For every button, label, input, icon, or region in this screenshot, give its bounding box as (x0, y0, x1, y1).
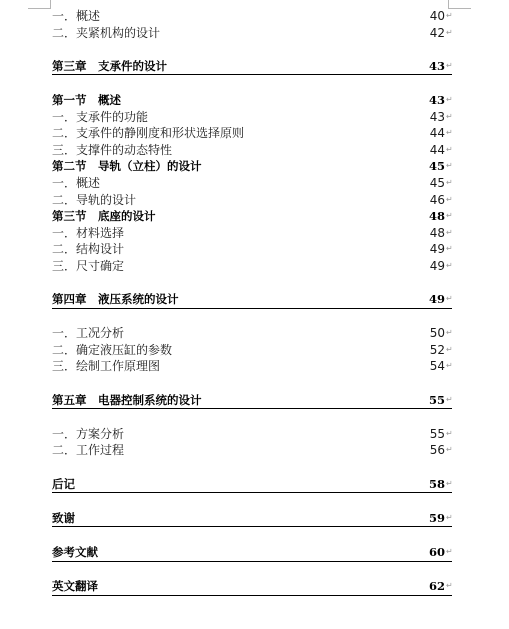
toc-chapter-row[interactable] (52, 510, 452, 528)
toc-item-row[interactable] (52, 125, 452, 142)
toc-item-row[interactable] (52, 442, 452, 459)
toc-entry-title: 致谢 (52, 510, 75, 525)
toc-section-row[interactable] (52, 158, 452, 175)
paragraph-mark-icon: ↵ (446, 260, 453, 270)
toc-entry-title: 二．夹紧机构的设计 (52, 25, 161, 40)
toc-item-row[interactable] (52, 241, 452, 258)
toc-spacer (52, 409, 452, 426)
toc-spacer (52, 309, 452, 326)
paragraph-mark-icon: ↵ (446, 11, 453, 20)
toc-page-number: 44 (429, 126, 445, 141)
toc-section-row[interactable] (52, 92, 452, 109)
toc-entry-title: 一．材料选择 (52, 225, 125, 240)
toc-page-number: 44 (429, 142, 445, 157)
paragraph-mark-icon: ↵ (446, 128, 453, 138)
toc-item-row[interactable] (52, 142, 452, 159)
toc-entry-title: 三．绘制工作原理图 (52, 359, 161, 374)
toc-entry-title: 二．结构设计 (52, 242, 125, 257)
toc-item-row[interactable] (52, 25, 452, 42)
table-of-contents (52, 8, 452, 596)
paragraph-mark-icon: ↵ (446, 211, 453, 221)
paragraph-mark-icon: ↵ (446, 547, 453, 556)
toc-page-number: 56 (429, 443, 445, 458)
toc-entry-title: 一．方案分析 (52, 426, 125, 441)
paragraph-mark-icon: ↵ (446, 94, 453, 104)
paragraph-mark-icon: ↵ (446, 361, 453, 371)
toc-spacer (52, 527, 452, 544)
paragraph-mark-icon: ↵ (446, 344, 453, 354)
toc-entry-title: 一．概述 (52, 175, 101, 190)
toc-spacer (52, 375, 452, 392)
toc-page-number: 55 (429, 426, 445, 441)
toc-page-number: 55 (428, 392, 445, 407)
toc-item-row[interactable] (52, 175, 452, 192)
toc-item-row[interactable] (52, 8, 452, 25)
paragraph-mark-icon: ↵ (446, 194, 453, 204)
toc-entry-title: 一．工况分析 (52, 326, 125, 341)
toc-spacer (52, 75, 452, 92)
toc-page-number: 43 (428, 58, 445, 73)
paragraph-mark-icon: ↵ (446, 161, 453, 171)
toc-page-number: 40 (429, 9, 445, 23)
toc-entry-title: 二．确定液压缸的参数 (52, 342, 173, 357)
paragraph-mark-icon: ↵ (446, 478, 453, 488)
toc-entry-title: 参考文献 (52, 545, 98, 559)
toc-item-row[interactable] (52, 192, 452, 209)
toc-page-number: 54 (429, 359, 445, 374)
paragraph-mark-icon: ↵ (446, 512, 453, 522)
toc-item-row[interactable] (52, 358, 452, 375)
toc-page-number: 43 (428, 92, 445, 107)
toc-page-number: 60 (428, 545, 445, 559)
paragraph-mark-icon: ↵ (446, 428, 453, 438)
toc-entry-title: 一．概述 (52, 9, 101, 23)
toc-spacer (52, 459, 452, 476)
toc-spacer (52, 41, 452, 58)
paragraph-mark-icon: ↵ (446, 111, 453, 121)
toc-item-row[interactable] (52, 225, 452, 242)
toc-entry-title: 后记 (52, 476, 75, 491)
toc-item-row[interactable] (52, 325, 452, 342)
paragraph-mark-icon: ↵ (446, 581, 453, 591)
toc-item-row[interactable] (52, 258, 452, 275)
toc-entry-title: 英文翻译 (52, 579, 98, 594)
toc-chapter-row[interactable] (52, 476, 452, 494)
toc-spacer (52, 275, 452, 292)
toc-entry-title: 三．支撑件的动态特性 (52, 142, 173, 157)
toc-section-row[interactable] (52, 208, 452, 225)
toc-chapter-row[interactable] (52, 291, 452, 309)
paragraph-mark-icon: ↵ (446, 177, 453, 187)
toc-page-number: 45 (428, 159, 445, 174)
toc-entry-title: 三．尺寸确定 (52, 258, 125, 273)
toc-page-number: 58 (428, 476, 445, 491)
toc-page-number: 49 (429, 258, 445, 273)
toc-item-row[interactable] (52, 109, 452, 126)
toc-chapter-row[interactable] (52, 578, 452, 596)
toc-page-number: 50 (429, 326, 445, 341)
toc-entry-title: 第二节 导轨（立柱）的设计 (52, 159, 202, 174)
toc-chapter-row[interactable] (52, 544, 452, 562)
toc-entry-title: 第三节 底座的设计 (52, 209, 156, 224)
paragraph-mark-icon: ↵ (446, 227, 453, 237)
toc-entry-title: 第一节 概述 (52, 92, 121, 107)
toc-entry-title: 第五章 电器控制系统的设计 (52, 392, 202, 407)
toc-item-row[interactable] (52, 342, 452, 359)
toc-page-number: 62 (428, 579, 445, 594)
toc-page-number: 49 (428, 292, 445, 307)
paragraph-mark-icon: ↵ (446, 27, 453, 37)
toc-item-row[interactable] (52, 426, 452, 443)
toc-page-number: 46 (429, 192, 445, 207)
toc-page-number: 52 (429, 342, 445, 357)
toc-chapter-row[interactable] (52, 58, 452, 76)
paragraph-mark-icon: ↵ (446, 60, 453, 70)
toc-entry-title: 二．支承件的静刚度和形状选择原则 (52, 126, 245, 141)
paragraph-mark-icon: ↵ (446, 445, 453, 455)
toc-entry-title: 二．导轨的设计 (52, 192, 137, 207)
toc-page-number: 43 (429, 109, 445, 124)
page-corner-mark-left (28, 0, 51, 9)
paragraph-mark-icon: ↵ (446, 144, 453, 154)
toc-page-number: 48 (429, 225, 445, 240)
paragraph-mark-icon: ↵ (446, 244, 453, 254)
toc-entry-title: 第四章 液压系统的设计 (52, 292, 179, 307)
toc-entry-title: 第三章 支承件的设计 (52, 58, 167, 73)
toc-page-number: 49 (429, 242, 445, 257)
toc-chapter-row[interactable] (52, 392, 452, 410)
toc-spacer (52, 493, 452, 510)
paragraph-mark-icon: ↵ (446, 394, 453, 404)
paragraph-mark-icon: ↵ (446, 294, 453, 304)
toc-page-number: 45 (429, 175, 445, 190)
toc-page-number: 48 (428, 209, 445, 224)
toc-spacer (52, 562, 452, 579)
toc-entry-title: 一．支承件的功能 (52, 109, 149, 124)
toc-page-number: 59 (428, 510, 445, 525)
toc-page-number: 42 (429, 25, 445, 40)
toc-entry-title: 二．工作过程 (52, 443, 125, 458)
paragraph-mark-icon: ↵ (446, 328, 453, 338)
